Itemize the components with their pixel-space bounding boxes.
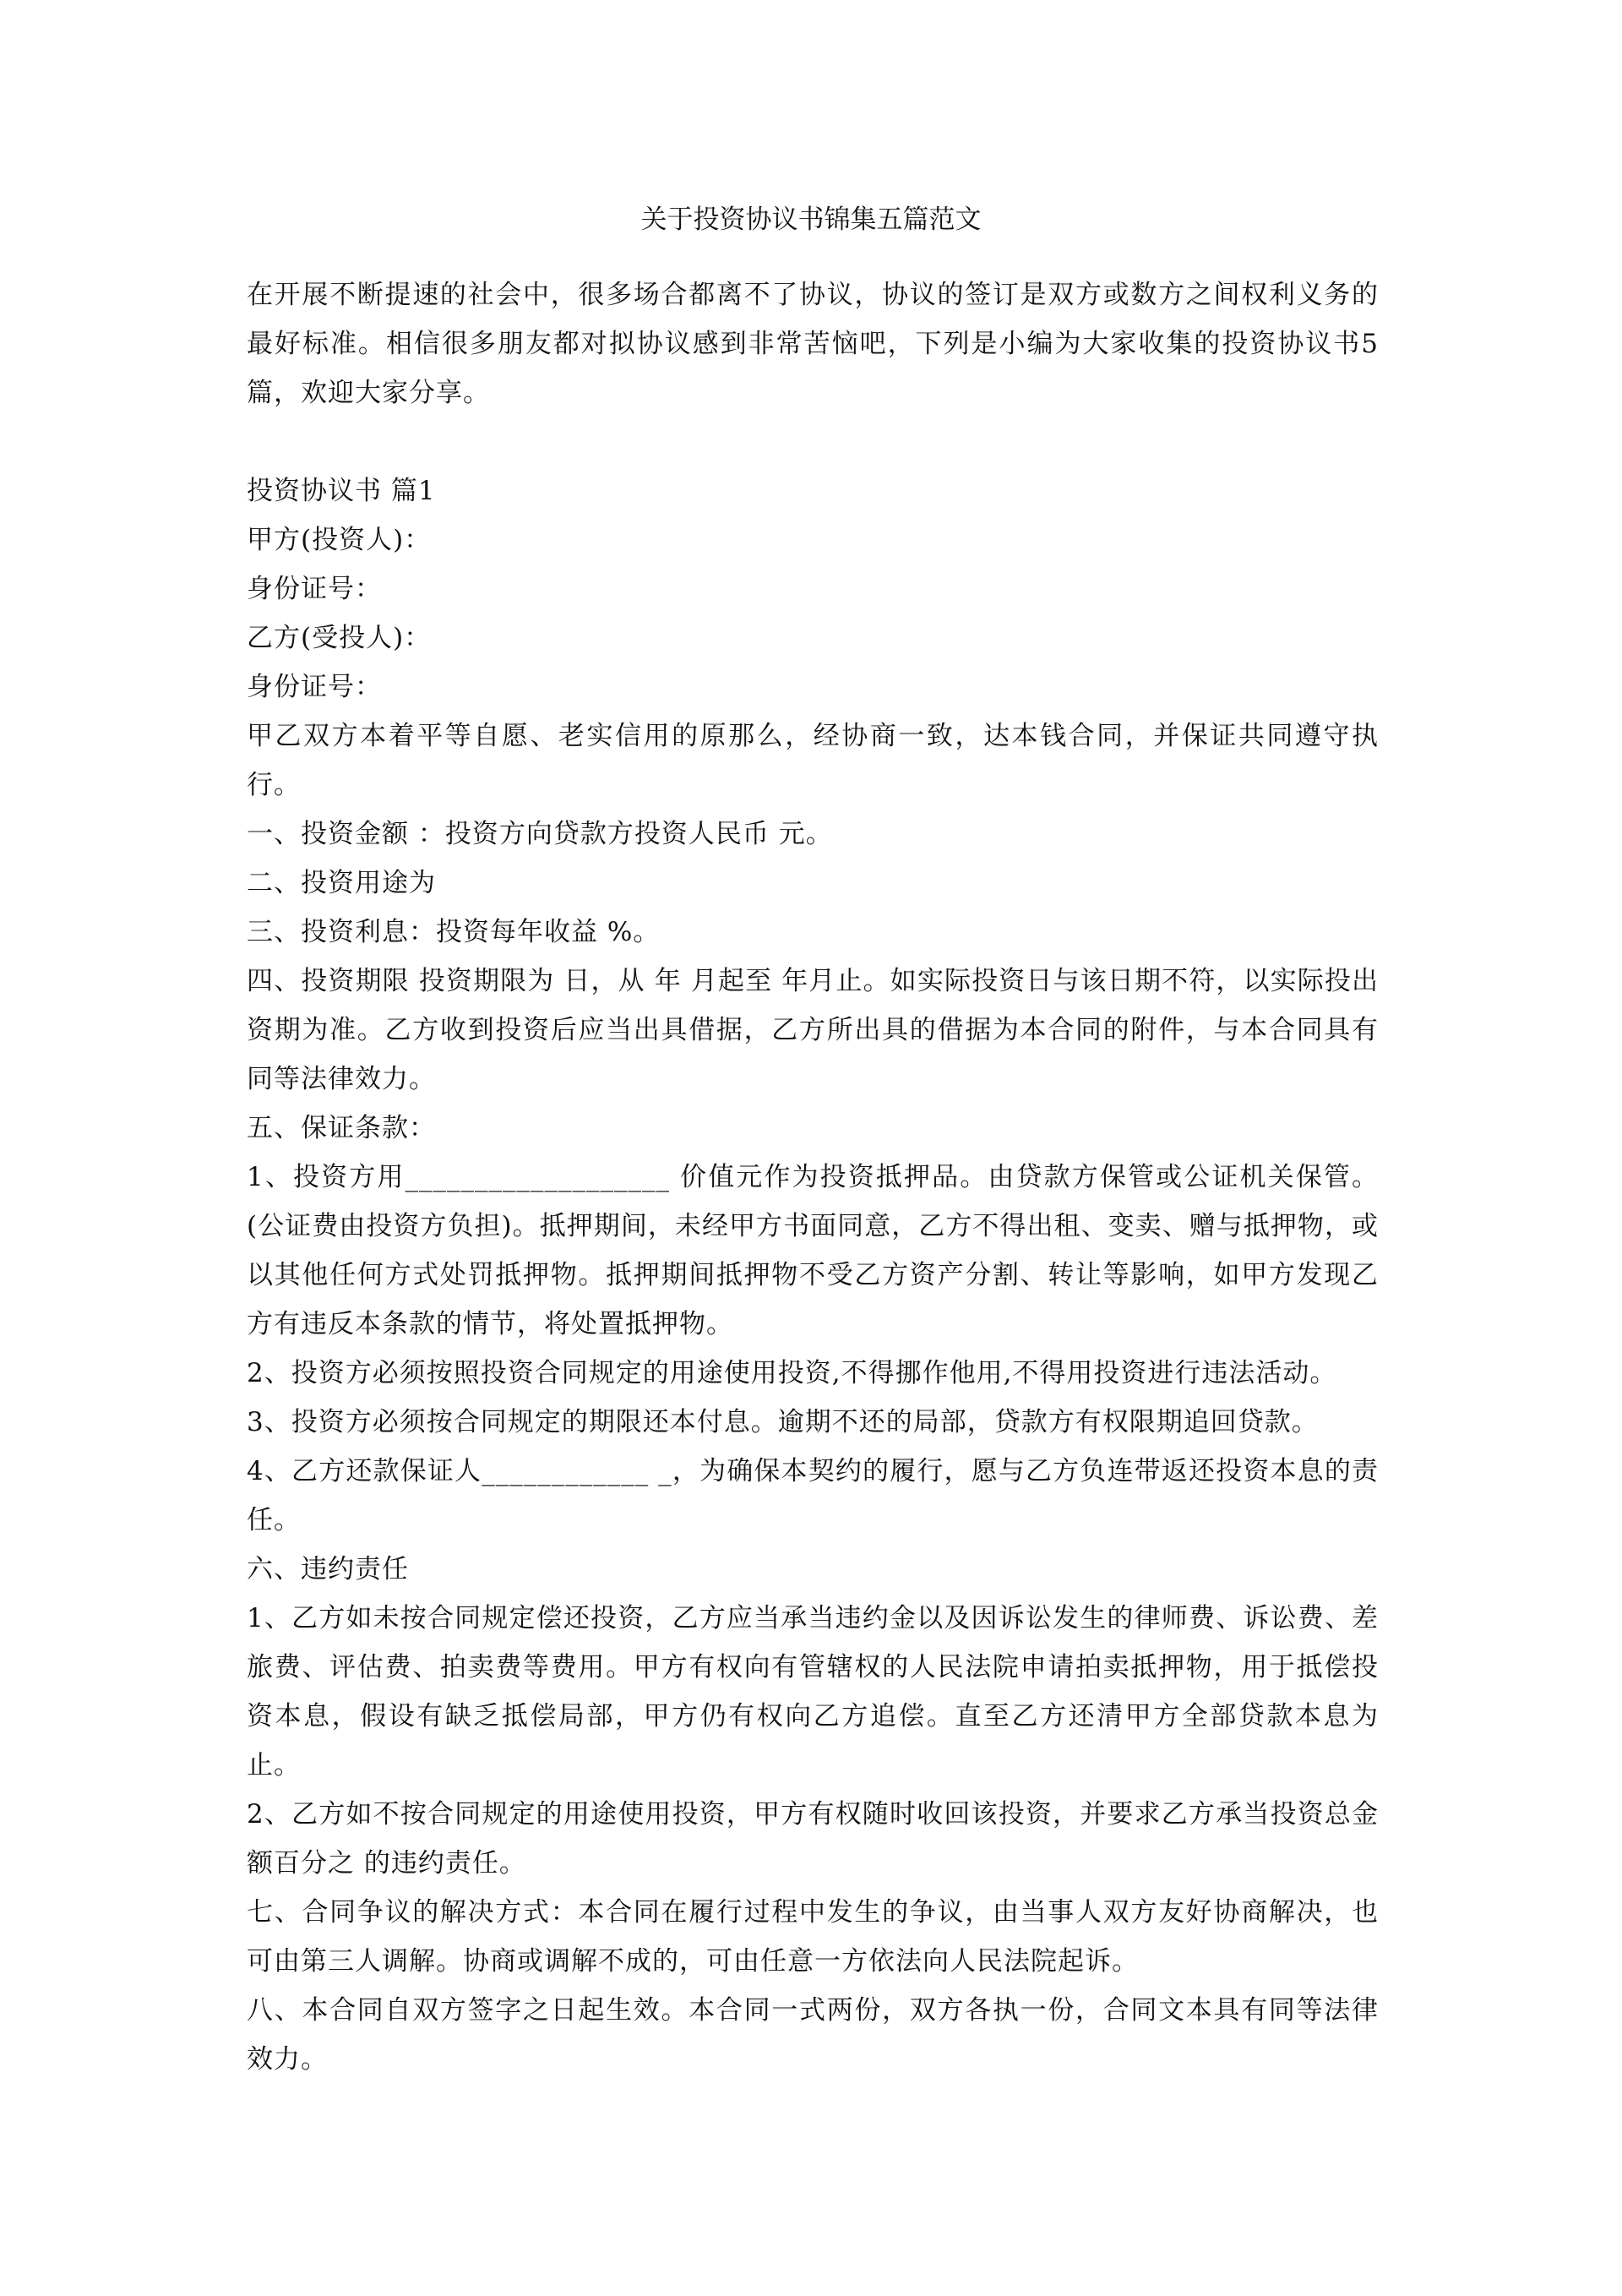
document-title: 关于投资协议书锦集五篇范文 bbox=[640, 205, 982, 235]
clause-interest: 三、投资利息：投资每年收益 %。 bbox=[247, 917, 661, 947]
guarantee-item-2: 2、投资方必须按照投资合同规定的用途使用投资,不得挪作他用,不得用投资进行违法活动。 bbox=[247, 1358, 1337, 1388]
guarantee-item-4: 4、乙方还款保证人____________ _，为确保本契约的履行，愿与乙方负连带返还投资本息的责任。 bbox=[247, 1456, 1379, 1535]
party-a-id-label: 身份证号： bbox=[247, 574, 382, 604]
guarantee-item-1: 1、投资方用___________________ 价值元作为投资抵押品。由贷款方保管或公证机关保管。(公证费由投资方负担)。抵押期间，未经甲方书面同意，乙方不得出租、变卖、赠与抵押物，或以其他任何方式处罚抵押物。抵押期间抵押物不受乙方资产分割、转让等影响，如甲方发现乙方有违反本条款的情节，将处置抵押物。 bbox=[247, 1162, 1379, 1339]
preamble-paragraph: 甲乙双方本着平等自愿、老实信用的原那么，经协商一致，达本钱合同，并保证共同遵守执行。 bbox=[247, 721, 1379, 800]
clause-term: 四、投资期限 投资期限为 日，从 年 月起至 年月止。如实际投资日与该日期不符，以实际投出资期为准。乙方收到投资后应当出具借据，乙方所出具的借据为本合同的附件，与本合同具有同等法律效力。 bbox=[247, 966, 1379, 1094]
clause-guarantee-heading: 五、保证条款： bbox=[247, 1113, 436, 1143]
clause-dispute: 七、合同争议的解决方式：本合同在履行过程中发生的争议，由当事人双方友好协商解决，也可由第三人调解。协商或调解不成的，可由任意一方依法向人民法院起诉。 bbox=[247, 1897, 1379, 1977]
clause-effective: 八、本合同自双方签字之日起生效。本合同一式两份，双方各执一份，合同文本具有同等法律效力。 bbox=[247, 1995, 1379, 2075]
section-heading: 投资协议书 篇1 bbox=[247, 476, 436, 506]
clause-purpose: 二、投资用途为 bbox=[247, 868, 436, 898]
clause-liability-heading: 六、违约责任 bbox=[247, 1554, 409, 1584]
party-b-label: 乙方(受投人)： bbox=[247, 623, 432, 653]
guarantee-item-3: 3、投资方必须按合同规定的期限还本付息。逾期不还的局部，贷款方有权限期追回贷款。 bbox=[247, 1407, 1319, 1437]
clause-amount: 一、投资金额 ：投资方向贷款方投资人民币 元。 bbox=[247, 819, 833, 849]
party-b-id-label: 身份证号： bbox=[247, 672, 382, 702]
document-body bbox=[247, 270, 1379, 2084]
party-a-label: 甲方(投资人)： bbox=[247, 525, 432, 555]
liability-item-2: 2、乙方如不按合同规定的用途使用投资，甲方有权随时收回该投资，并要求乙方承当投资总金额百分之 的违约责任。 bbox=[247, 1799, 1379, 1879]
paragraph-spacer bbox=[247, 417, 1379, 466]
liability-item-1: 1、乙方如未按合同规定偿还投资，乙方应当承当违约金以及因诉讼发生的律师费、诉讼费、差旅费、评估费、拍卖费等费用。甲方有权向有管辖权的人民法院申请拍卖抵押物，用于抵偿投资本息，假设有缺乏抵偿局部，甲方仍有权向乙方追偿。直至乙方还清甲方全部贷款本息为止。 bbox=[247, 1603, 1379, 1781]
intro-paragraph: 在开展不断提速的社会中，很多场合都离不了协议，协议的签订是双方或数方之间权利义务的最好标准。相信很多朋友都对拟协议感到非常苦恼吧，下列是小编为大家收集的投资协议书5篇，欢迎大家分享。 bbox=[247, 280, 1379, 408]
